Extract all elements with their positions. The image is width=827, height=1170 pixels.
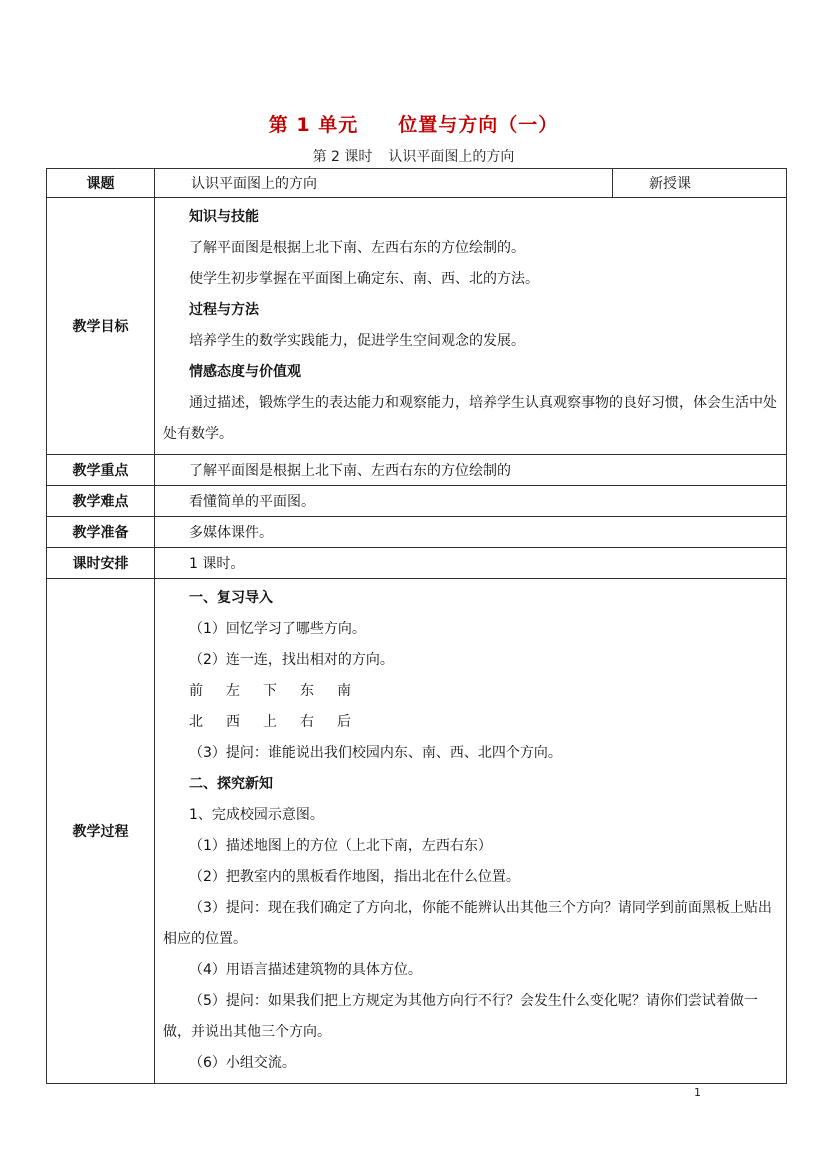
process-step: 1、完成校园示意图。: [189, 807, 324, 823]
process-heading-review: 一、复习导入: [189, 590, 273, 606]
schedule-value: 1 课时。: [155, 548, 787, 579]
key-value: 了解平面图是根据上北下南、左西右东的方位绘制的: [155, 455, 787, 486]
schedule-row: [47, 548, 787, 579]
direction-word: 北: [189, 714, 203, 730]
direction-word: 右: [300, 714, 314, 730]
process-step: （3）提问：现在我们确定了方向北，你能不能辨认出其他三个方向？请同学到前面黑板上贴出相应的位置。: [163, 900, 772, 947]
prep-value: 多媒体课件。: [155, 517, 787, 548]
lesson-title: 认识平面图上的方向: [388, 149, 515, 165]
goals-text: 培养学生的数学实践能力，促进学生空间观念的发展。: [189, 333, 525, 349]
direction-word: 左: [226, 683, 240, 699]
process-step: （2）把教室内的黑板看作地图，指出北在什么位置。: [189, 869, 520, 885]
lesson-number: 第 2 课时: [312, 149, 373, 165]
topic-label: 课题: [47, 169, 155, 198]
process-heading-explore: 二、探究新知: [189, 776, 273, 792]
goals-heading-process: 过程与方法: [189, 302, 259, 318]
direction-word: 南: [337, 683, 351, 699]
process-row: [47, 579, 787, 1084]
process-step: （4）用语言描述建筑物的具体方位。: [189, 962, 422, 978]
goals-text: 了解平面图是根据上北下南、左西右东的方位绘制的。: [189, 240, 525, 256]
difficulty-value: 看懂简单的平面图。: [155, 486, 787, 517]
key-label: 教学重点: [47, 455, 155, 486]
direction-word: 前: [189, 683, 203, 699]
topic-type: 新授课: [613, 169, 787, 198]
lesson-plan-table: [46, 168, 787, 1084]
process-step: （3）提问：谁能说出我们校园内东、南、西、北四个方向。: [189, 745, 562, 761]
goals-text: 使学生初步掌握在平面图上确定东、南、西、北的方法。: [189, 271, 539, 287]
goals-row: [47, 198, 787, 455]
process-step: （1）回忆学习了哪些方向。: [189, 621, 366, 637]
difficulty-row: [47, 486, 787, 517]
topic-value: 认识平面图上的方向: [155, 169, 613, 198]
topic-row: [47, 169, 787, 198]
unit-name: 位置与方向（一）: [398, 114, 559, 136]
process-step: （1）描述地图上的方位（上北下南，左西右东）: [189, 838, 492, 854]
goals-heading-knowledge: 知识与技能: [189, 209, 259, 225]
direction-word: 后: [337, 714, 351, 730]
prep-label: 教学准备: [47, 517, 155, 548]
direction-word: 下: [263, 683, 277, 699]
process-step: （5）提问：如果我们把上方规定为其他方向行不行？会发生什么变化呢？请你们尝试着做一做，并说出其他三个方向。: [163, 993, 758, 1040]
direction-words-row-2: [163, 707, 778, 738]
direction-word: 上: [263, 714, 277, 730]
direction-word: 西: [226, 714, 240, 730]
unit-number: 第 1 单元: [268, 114, 359, 136]
goals-heading-attitude: 情感态度与价值观: [189, 364, 301, 380]
direction-word: 东: [300, 683, 314, 699]
goals-text: 通过描述，锻炼学生的表达能力和观察能力，培养学生认真观察事物的良好习惯，体会生活中处处有数学。: [163, 395, 777, 442]
process-step: （6）小组交流。: [189, 1055, 296, 1071]
process-step: （2）连一连，找出相对的方向。: [189, 652, 394, 668]
key-row: [47, 455, 787, 486]
page-number: 1: [694, 1086, 701, 1099]
direction-words-row-1: [163, 676, 778, 707]
goals-label: 教学目标: [47, 198, 155, 455]
lesson-subtitle: [0, 146, 827, 166]
unit-title: [0, 110, 827, 137]
difficulty-label: 教学难点: [47, 486, 155, 517]
prep-row: [47, 517, 787, 548]
process-label: 教学过程: [47, 579, 155, 1084]
schedule-label: 课时安排: [47, 548, 155, 579]
